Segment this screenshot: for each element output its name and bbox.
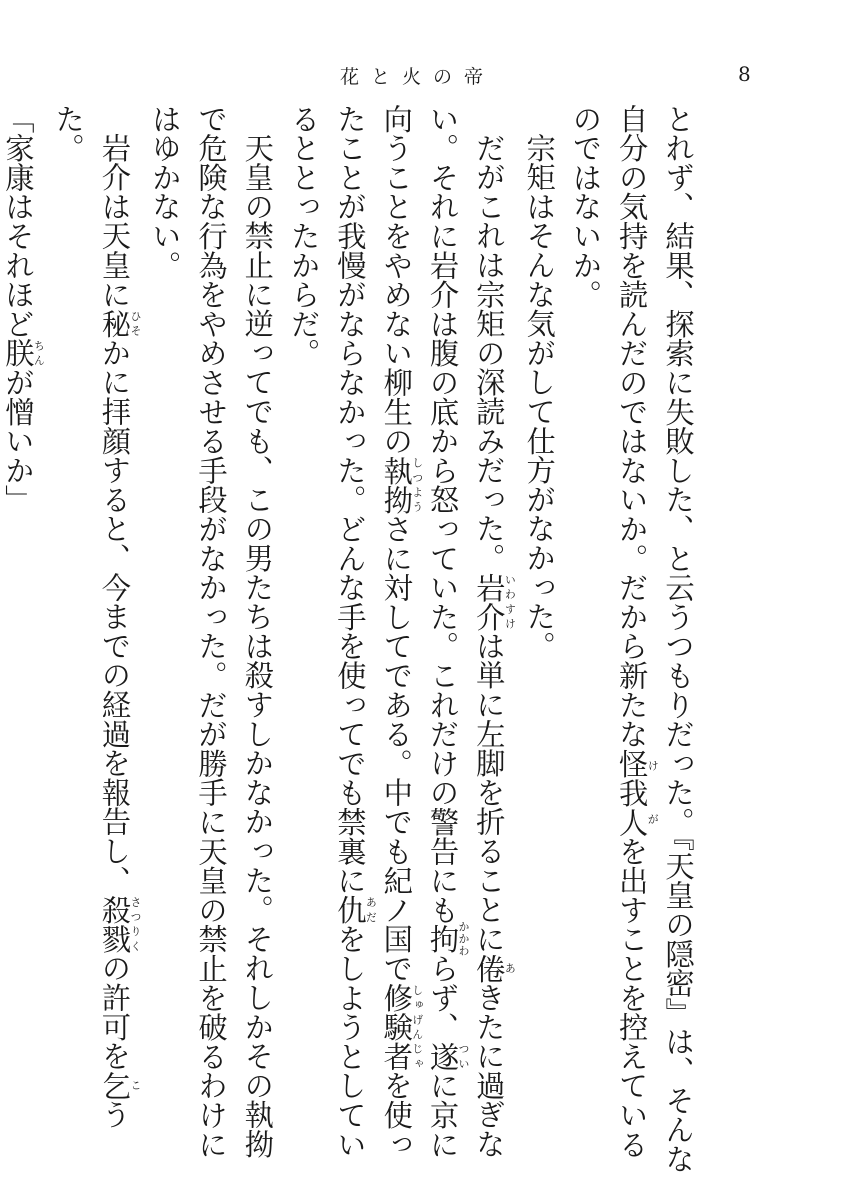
ruby-base: 怪我人	[614, 748, 649, 837]
text-run: かに拝顔すると、今までの経過を報告し、	[97, 338, 132, 896]
ruby-annotation	[471, 572, 517, 632]
ruby-base: 秘	[97, 309, 132, 339]
text-run: の許可を	[97, 953, 132, 1071]
text-run: 『天皇の隠密』は、そんな自分の気持を読んだのではないか。だから新たな	[614, 104, 695, 1174]
novel-body-text	[0, 104, 701, 1184]
text-run: さに対してである。中でも紀ノ国で	[379, 514, 414, 984]
text-run: 天皇の禁止に逆ってでも、この男たちは殺すしかなかった。それしかその執拗で危険な行為をやめさせる手段がなかった。だが勝手に天皇の禁止を破るわけにはゆかない。	[147, 104, 275, 1159]
ruby-base: 朕	[0, 338, 35, 368]
paragraph	[516, 104, 562, 1184]
text-run: 宗矩はそんな気がして仕方がなかった。	[522, 133, 557, 661]
ruby-base: 遂	[425, 1041, 460, 1071]
ruby-reading: こ	[128, 1070, 142, 1101]
ruby-annotation	[97, 1070, 142, 1101]
ruby-reading: さつりく	[128, 895, 142, 954]
ruby-annotation	[614, 748, 660, 837]
paragraph	[562, 104, 701, 1184]
text-run: をしようとしているととったからだ。	[286, 104, 367, 1159]
paragraph	[0, 104, 45, 1184]
ruby-annotation	[471, 953, 517, 984]
ruby-reading: けが	[646, 748, 660, 837]
ruby-base: 執拗	[379, 455, 414, 515]
ruby-base: 乞	[97, 1070, 132, 1101]
ruby-annotation	[332, 895, 378, 925]
text-run: 岩介は天皇に	[97, 133, 132, 310]
ruby-annotation	[379, 983, 424, 1071]
ruby-annotation	[97, 895, 142, 954]
running-header-title: 花と火の帝	[340, 66, 496, 88]
ruby-reading: ひそ	[128, 309, 142, 339]
text-run: うた。	[51, 104, 132, 1130]
ruby-base: 拘	[425, 921, 460, 958]
paragraph	[280, 104, 515, 1184]
ruby-annotation	[97, 309, 142, 339]
text-run: きたに過ぎない。それに岩介は腹の底から怒っていた。これだけの警告にも	[425, 104, 506, 1159]
page-number: 8	[738, 62, 751, 86]
ruby-reading: あだ	[364, 895, 378, 925]
ruby-base: 倦	[471, 953, 506, 984]
ruby-reading: かかわ	[457, 921, 471, 958]
ruby-reading: いわすけ	[503, 572, 517, 632]
ruby-reading: しつよう	[410, 455, 424, 515]
ruby-reading: しゅげんじゃ	[410, 983, 424, 1071]
ruby-reading: ちん	[32, 338, 46, 368]
text-run: が憎いか」	[0, 367, 35, 515]
ruby-reading: あ	[503, 953, 517, 984]
text-run: とれず、結果、探索に失敗した、と云うつもりだった。	[661, 104, 695, 837]
text-run: は単に左脚を折ることに	[471, 631, 506, 954]
ruby-annotation	[425, 1041, 471, 1071]
text-run: だがこれは宗矩の深読みだった。	[471, 133, 506, 573]
text-run: らず、	[425, 953, 460, 1042]
ruby-base: 仇	[332, 895, 367, 925]
ruby-base: 岩介	[471, 572, 506, 632]
text-run: を出すことを控えているのではないか。	[568, 104, 649, 1159]
text-run: を使ったことが我慢がならなかった。どんな手を使ってでも禁裏に	[332, 104, 414, 1159]
ruby-base: 殺戮	[97, 895, 132, 954]
text-run: 「家康はそれほど	[0, 104, 35, 339]
ruby-base: 修験者	[379, 983, 414, 1071]
text-run: に京に向うことをやめない柳生の	[379, 104, 460, 1159]
paragraph	[141, 104, 280, 1184]
ruby-annotation	[425, 921, 471, 958]
ruby-reading: つい	[457, 1041, 471, 1071]
ruby-annotation	[0, 338, 46, 368]
paragraph	[45, 104, 142, 1184]
ruby-annotation	[379, 455, 424, 515]
